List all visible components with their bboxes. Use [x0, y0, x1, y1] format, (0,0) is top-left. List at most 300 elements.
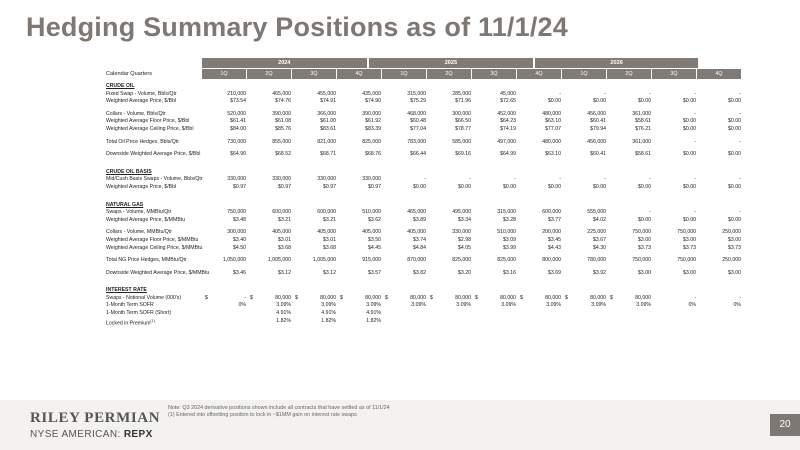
table-cell: $61.08: [275, 118, 291, 125]
table-cell: $3.45: [548, 236, 561, 243]
calendar-quarters-label: Calendar Quarters: [106, 71, 153, 77]
table-row: [78, 98, 741, 106]
table-row: [78, 110, 741, 119]
table-row: [78, 216, 741, 225]
table-cell: $3.73: [728, 244, 741, 251]
table-row: [78, 310, 700, 318]
row-label: Weighted Average Ceiling Price, $/Bbl: [106, 125, 194, 132]
year-header-row: [78, 58, 700, 68]
table-cell: $0.00: [728, 125, 741, 132]
currency-symbol: $: [430, 294, 433, 301]
table-cell: 1,050,000: [222, 257, 246, 264]
table-cell: 315,000: [497, 209, 516, 216]
table-cell: 45,000: [500, 90, 516, 97]
currency-symbol: $: [250, 294, 253, 301]
table-cell: 452,000: [497, 110, 516, 117]
table-cell: 3.09%: [591, 302, 606, 309]
row-label: Collars - Volume, MMBtu/Qtr: [106, 229, 173, 236]
quarter-header-row: [78, 69, 723, 79]
row-label: 1-Month Term SOFR: [106, 302, 154, 309]
table-cell: $0.00: [683, 118, 696, 125]
table-cell: 510,000: [362, 209, 381, 216]
table-cell: 435,000: [362, 90, 381, 97]
table-cell: $3.21: [323, 216, 336, 223]
table-cell: 1.82%: [366, 317, 381, 324]
table-cell: 825,000: [362, 138, 381, 145]
table-cell: $78.77: [455, 125, 471, 132]
table-cell: 456,000: [587, 110, 606, 117]
table-cell: $4.45: [368, 244, 381, 251]
table-cell: $0.00: [503, 183, 516, 190]
table-cell: $3.68: [278, 244, 291, 251]
table-cell: 555,000: [587, 209, 606, 216]
table-cell: $0.97: [233, 183, 246, 190]
table-cell: $3.12: [323, 269, 336, 276]
table-cell: -: [739, 90, 741, 97]
table-cell: $3.00: [638, 269, 651, 276]
section-heading: [78, 202, 700, 210]
table-cell: $3.82: [413, 269, 426, 276]
table-cell: 285,000: [452, 90, 471, 97]
table-row: [78, 294, 741, 303]
table-cell: 0%: [733, 302, 741, 309]
table-cell: 585,000: [452, 138, 471, 145]
table-cell: 4.91%: [321, 310, 336, 317]
table-cell: $68.52: [275, 151, 291, 158]
table-cell: $60.41: [590, 151, 606, 158]
table-cell: $74.76: [275, 98, 291, 105]
currency-symbol: $: [520, 294, 523, 301]
table-cell: 330,000: [362, 176, 381, 183]
year-header-2026: 2026: [535, 58, 698, 68]
quarter-header: 1Q: [202, 69, 246, 79]
quarter-header: 2Q: [607, 69, 651, 79]
table-cell: 730,000: [227, 138, 246, 145]
table-cell: 80,000: [545, 294, 561, 301]
table-cell: $83.39: [365, 125, 381, 132]
table-cell: $3.16: [503, 269, 516, 276]
table-cell: 750,000: [632, 257, 651, 264]
table-cell: -: [559, 176, 561, 183]
row-label: Swaps - Notional Volume (000's): [106, 294, 182, 301]
table-cell: $0.00: [458, 183, 471, 190]
table-body: [78, 83, 741, 327]
table-cell: -: [424, 176, 426, 183]
page-title: Hedging Summary Positions as of 11/1/24: [26, 12, 568, 42]
table-row: [78, 229, 741, 237]
table-cell: $3.73: [683, 244, 696, 251]
table-cell: 0%: [238, 302, 246, 309]
table-cell: $0.00: [638, 216, 651, 223]
table-row: [78, 183, 741, 192]
table-cell: -: [739, 209, 741, 216]
table-cell: 3.09%: [276, 302, 291, 309]
table-cell: -: [694, 294, 696, 301]
table-cell: $0.00: [728, 118, 741, 125]
table-cell: -: [649, 90, 651, 97]
table-cell: 80,000: [410, 294, 426, 301]
table-cell: $79.94: [590, 125, 606, 132]
table-cell: $58.61: [635, 151, 651, 158]
table-cell: $0.00: [638, 98, 651, 105]
table-cell: 750,000: [677, 257, 696, 264]
table-cell: $64.99: [500, 151, 516, 158]
row-label: Fixed Swap - Volume, Bbls/Qtr: [106, 90, 177, 97]
table-cell: 315,000: [407, 90, 426, 97]
table-cell: $75.29: [410, 98, 426, 105]
table-cell: $3.20: [458, 269, 471, 276]
quarter-header: 1Q: [562, 69, 606, 79]
row-label: 1-Month Term SOFR (Short): [106, 310, 172, 317]
table-cell: 3.09%: [456, 302, 471, 309]
table-cell: $3.46: [233, 269, 246, 276]
table-row: [78, 151, 741, 159]
table-cell: 600,000: [272, 209, 291, 216]
currency-symbol: $: [475, 294, 478, 301]
table-cell: 330,000: [317, 176, 336, 183]
table-row: [78, 236, 741, 245]
table-cell: $64.23: [500, 118, 516, 125]
table-cell: 600,000: [542, 209, 561, 216]
table-cell: $85.76: [275, 125, 291, 132]
currency-symbol: $: [295, 294, 298, 301]
table-cell: 3.09%: [411, 302, 426, 309]
quarter-header: 1Q: [382, 69, 426, 79]
table-cell: 361,000: [632, 138, 651, 145]
row-label: NATURAL GAS: [106, 201, 144, 208]
table-cell: 1.82%: [276, 317, 291, 324]
exchange-label: NYSE AMERICAN:: [30, 429, 121, 440]
row-label: Weighted Average Price, $/Bbl: [106, 183, 177, 190]
ticker-line: [30, 429, 153, 440]
table-cell: -: [739, 138, 741, 145]
table-cell: 783,000: [407, 138, 426, 145]
table-cell: $3.00: [728, 269, 741, 276]
table-cell: $0.00: [593, 98, 606, 105]
currency-symbol: $: [565, 294, 568, 301]
table-cell: $0.00: [548, 183, 561, 190]
table-cell: 80,000: [635, 294, 651, 301]
table-cell: $71.96: [455, 98, 471, 105]
table-cell: 1,005,000: [312, 257, 336, 264]
table-cell: -: [739, 176, 741, 183]
table-row: [78, 257, 741, 265]
table-cell: -: [604, 90, 606, 97]
table-cell: 80,000: [320, 294, 336, 301]
footnotes: [168, 405, 390, 419]
table-cell: -: [694, 110, 696, 117]
table-cell: 225,000: [587, 229, 606, 236]
row-label: CRUDE OIL: [106, 83, 135, 89]
row-label: Collars - Volume, Bbls/Qtr: [106, 110, 166, 117]
table-cell: $72.65: [500, 98, 516, 105]
table-cell: -: [469, 176, 471, 183]
table-cell: 1.82%: [321, 317, 336, 324]
table-cell: 3.09%: [501, 302, 516, 309]
table-cell: $3.34: [458, 216, 471, 223]
table-cell: $73.54: [230, 98, 246, 105]
table-cell: 80,000: [365, 294, 381, 301]
table-cell: $61.41: [230, 118, 246, 125]
quarter-header: 3Q: [652, 69, 696, 79]
footer: [0, 400, 800, 450]
table-cell: $3.00: [683, 269, 696, 276]
table-cell: $63.10: [545, 118, 561, 125]
table-cell: 405,000: [362, 229, 381, 236]
table-row: [78, 244, 741, 253]
table-row: [78, 269, 741, 278]
table-row: [78, 125, 741, 134]
row-label: Weighted Average Floor Price, $/MMBtu: [106, 236, 199, 243]
table-cell: 80,000: [455, 294, 471, 301]
table-cell: 300,000: [227, 229, 246, 236]
row-label: Total Oil Price Hedges, Bbls/Qtr: [106, 138, 179, 145]
table-cell: 0%: [688, 302, 696, 309]
table-cell: 855,000: [272, 138, 291, 145]
quarter-header: 3Q: [292, 69, 336, 79]
table-cell: $76.21: [635, 125, 651, 132]
table-cell: -: [694, 138, 696, 145]
table-row: [78, 302, 741, 310]
table-cell: -: [559, 90, 561, 97]
footnote-note: Note: Q3 2024 derivative positions shown include all contracts that have settled as of 11/1/24: [168, 405, 390, 411]
table-cell: 468,000: [407, 110, 426, 117]
currency-symbol: $: [340, 294, 343, 301]
table-cell: 300,000: [452, 110, 471, 117]
table-cell: $0.97: [368, 183, 381, 190]
table-cell: $61.00: [320, 118, 336, 125]
row-label: Swaps - Volume, MMBtu/Qtr: [106, 209, 172, 216]
table-cell: $0.00: [683, 216, 696, 223]
table-cell: $4.02: [593, 216, 606, 223]
table-cell: 330,000: [227, 176, 246, 183]
table-cell: 405,000: [407, 229, 426, 236]
table-cell: $83.61: [320, 125, 336, 132]
quarter-header: 4Q: [337, 69, 381, 79]
table-cell: 480,000: [542, 138, 561, 145]
table-cell: 1,005,000: [267, 257, 291, 264]
table-cell: $3.67: [593, 236, 606, 243]
table-cell: $3.69: [548, 269, 561, 276]
table-cell: -: [649, 176, 651, 183]
table-cell: 455,000: [317, 90, 336, 97]
table-cell: $0.97: [278, 183, 291, 190]
table-cell: 80,000: [590, 294, 606, 301]
table-cell: 870,000: [407, 257, 426, 264]
table-cell: $0.00: [683, 151, 696, 158]
table-cell: 825,000: [452, 257, 471, 264]
table-cell: $77.07: [545, 125, 561, 132]
table-row: [78, 90, 741, 99]
row-label: Weighted Average Floor Price, $/Bbl: [106, 118, 190, 125]
table-cell: $66.50: [455, 118, 471, 125]
page-number: 20: [770, 414, 800, 436]
ticker-symbol: REPX: [123, 429, 153, 440]
table-cell: 405,000: [272, 229, 291, 236]
table-cell: $0.00: [413, 183, 426, 190]
table-cell: 250,000: [722, 229, 741, 236]
table-cell: $3.50: [368, 236, 381, 243]
table-cell: 465,000: [407, 209, 426, 216]
table-cell: $61.92: [365, 118, 381, 125]
table-cell: 780,000: [587, 257, 606, 264]
currency-symbol: $: [205, 294, 208, 301]
year-header-2025: 2025: [369, 58, 534, 68]
section-heading: [78, 169, 700, 177]
table-cell: 800,000: [542, 257, 561, 264]
table-cell: 200,000: [542, 229, 561, 236]
table-cell: $66.44: [410, 151, 426, 158]
row-label: INTEREST RATE: [106, 287, 147, 294]
table-cell: $3.00: [683, 236, 696, 243]
table-cell: 366,000: [317, 110, 336, 117]
table-cell: 750,000: [677, 229, 696, 236]
table-cell: $4.50: [233, 244, 246, 251]
row-label: Locked in Premium$^{(1)}$: [106, 318, 155, 327]
table-cell: -: [244, 294, 246, 301]
table-cell: $3.92: [593, 269, 606, 276]
table-cell: $3.01: [323, 236, 336, 243]
table-cell: 3.09%: [636, 302, 651, 309]
row-label: Mid/Cush Basis Swaps - Volume, Bbls/Qtr: [106, 176, 203, 183]
section-heading: [78, 83, 700, 91]
table-row: [78, 176, 741, 184]
table-cell: $4.84: [413, 244, 426, 251]
table-cell: $0.00: [683, 98, 696, 105]
table-cell: -: [694, 209, 696, 216]
table-cell: 405,000: [317, 229, 336, 236]
table-cell: $3.57: [368, 269, 381, 276]
table-cell: $3.09: [503, 236, 516, 243]
table-cell: $69.16: [455, 151, 471, 158]
table-cell: $3.40: [233, 236, 246, 243]
table-cell: $3.00: [728, 236, 741, 243]
footnote-1: (1) Entered into offsetting position to lock in ~$1MM gain on interest rate swaps: [168, 412, 357, 418]
table-cell: -: [694, 90, 696, 97]
table-cell: 750,000: [227, 209, 246, 216]
table-cell: $0.00: [683, 125, 696, 132]
table-cell: $2.98: [458, 236, 471, 243]
row-label: Total NG Price Hedges, MMBtu/Qtr: [106, 257, 187, 264]
table-cell: $3.73: [638, 244, 651, 251]
section-heading: [78, 287, 700, 295]
table-cell: $60.48: [410, 118, 426, 125]
table-cell: 600,000: [317, 209, 336, 216]
currency-symbol: $: [610, 294, 613, 301]
table-cell: 497,000: [497, 138, 516, 145]
table-cell: $3.89: [413, 216, 426, 223]
table-cell: $74.90: [365, 98, 381, 105]
table-cell: -: [694, 176, 696, 183]
table-cell: 825,000: [497, 257, 516, 264]
table-cell: $0.00: [728, 151, 741, 158]
table-cell: 330,000: [272, 176, 291, 183]
table-cell: $0.00: [728, 98, 741, 105]
table-cell: $3.00: [638, 236, 651, 243]
table-cell: 80,000: [500, 294, 516, 301]
table-cell: $3.77: [548, 216, 561, 223]
table-cell: $0.00: [728, 216, 741, 223]
table-cell: $74.19: [500, 125, 516, 132]
table-cell: $3.74: [413, 236, 426, 243]
row-label: Downside Weighted Average Price, $/MMBtu: [106, 269, 210, 276]
table-cell: 390,000: [272, 110, 291, 117]
table-cell: $84.00: [230, 125, 246, 132]
table-cell: 4.91%: [276, 310, 291, 317]
row-label: CRUDE OIL BASIS: [106, 168, 152, 175]
table-cell: -: [739, 110, 741, 117]
table-cell: $60.41: [590, 118, 606, 125]
table-cell: $63.10: [545, 151, 561, 158]
table-cell: $3.62: [368, 216, 381, 223]
table-cell: 3.09%: [546, 302, 561, 309]
table-cell: $64.90: [230, 151, 246, 158]
table-cell: 250,000: [722, 257, 741, 264]
table-cell: 390,000: [362, 110, 381, 117]
table-cell: 330,000: [452, 229, 471, 236]
quarter-header: 2Q: [247, 69, 291, 79]
hedging-table: [78, 58, 741, 327]
table-cell: 495,000: [452, 209, 471, 216]
row-label: Weighted Average Price, $/MMBtu: [106, 216, 186, 223]
table-cell: 510,000: [497, 229, 516, 236]
table-cell: 520,000: [227, 110, 246, 117]
table-cell: -: [604, 176, 606, 183]
table-cell: $0.00: [638, 183, 651, 190]
table-cell: $68.71: [320, 151, 336, 158]
quarter-header: 4Q: [517, 69, 561, 79]
table-cell: 80,000: [275, 294, 291, 301]
table-cell: -: [739, 294, 741, 301]
table-cell: 3.09%: [366, 302, 381, 309]
table-cell: $0.00: [593, 183, 606, 190]
table-cell: 4.91%: [366, 310, 381, 317]
table-cell: -: [514, 176, 516, 183]
table-cell: $4.30: [593, 244, 606, 251]
table-cell: $3.48: [233, 216, 246, 223]
row-label: Weighted Average Price, $/Bbl: [106, 98, 177, 105]
table-cell: $3.28: [503, 216, 516, 223]
table-cell: -: [649, 209, 651, 216]
table-cell: $4.43: [548, 244, 561, 251]
year-header-2024: 2024: [202, 58, 367, 68]
table-cell: $58.61: [635, 118, 651, 125]
table-cell: 456,000: [587, 138, 606, 145]
table-cell: $0.00: [728, 183, 741, 190]
table-cell: $74.91: [320, 98, 336, 105]
currency-symbol: $: [385, 294, 388, 301]
table-row: [78, 318, 700, 326]
table-cell: $0.97: [323, 183, 336, 190]
quarter-header: 2Q: [427, 69, 471, 79]
table-cell: $3.01: [278, 236, 291, 243]
footnote-marker: (1): [150, 318, 155, 323]
table-cell: 210,000: [227, 90, 246, 97]
quarter-header: 3Q: [472, 69, 516, 79]
table-row: [78, 138, 741, 147]
table-cell: $4.05: [458, 244, 471, 251]
table-cell: $0.00: [683, 183, 696, 190]
table-cell: 480,000: [542, 110, 561, 117]
table-cell: 465,000: [272, 90, 291, 97]
table-cell: $3.12: [278, 269, 291, 276]
table-cell: $77.04: [410, 125, 426, 132]
table-cell: 750,000: [632, 229, 651, 236]
table-row: [78, 209, 741, 217]
table-cell: $3.99: [503, 244, 516, 251]
table-cell: $3.21: [278, 216, 291, 223]
table-cell: 361,000: [632, 110, 651, 117]
